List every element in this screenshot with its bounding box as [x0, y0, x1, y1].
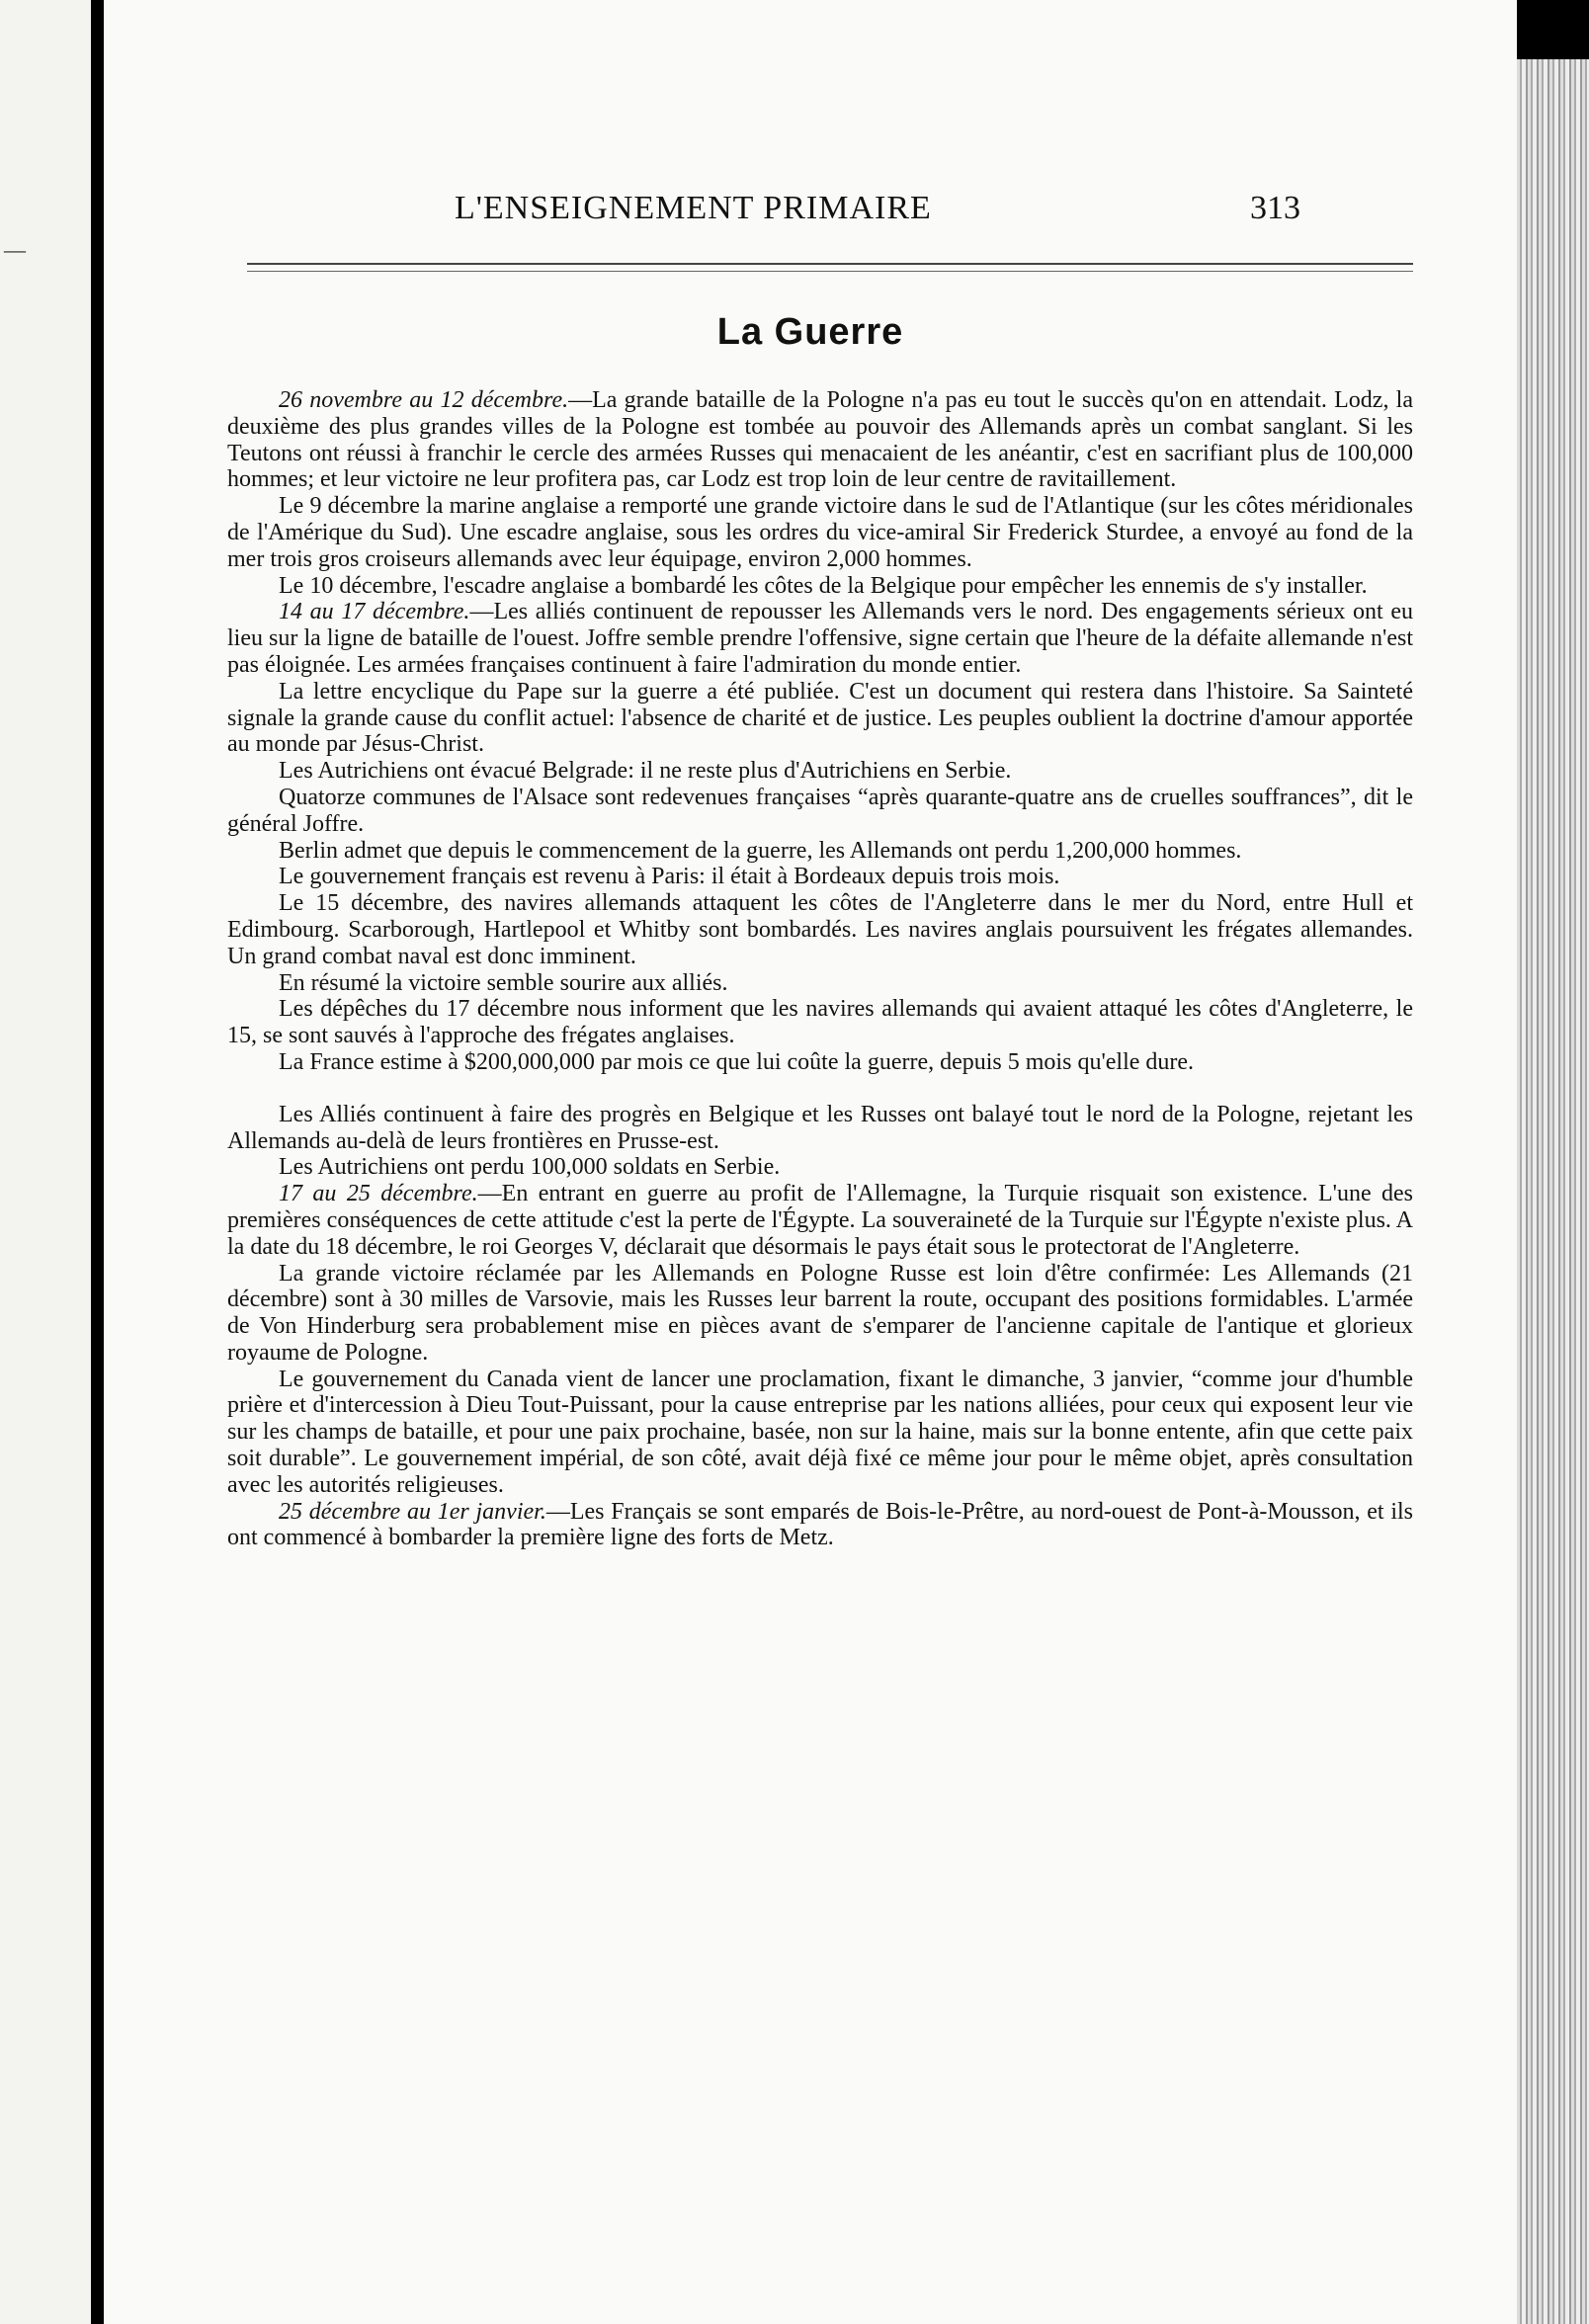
- header-rule: [247, 263, 1413, 272]
- paragraph-text: —Les alliés continuent de repousser les Allemands vers le nord. Des engagements sérieux ont eu lieu sur la ligne de bataille de l'ouest. Joffre semble prendre l'offensive, signe certain que l'heure de la défaite allemande n'est pas éloignée. Les armées françaises continuent à faire l'admiration du monde entier.: [227, 599, 1414, 678]
- paragraph-text: La lettre encyclique du Pape sur la guerre a été publiée. C'est un document qui restera dans l'histoire. Sa Sainteté signale la grande cause du conflit actuel: l'absence de charité et de justice. Les peuples oublient la doctrine d'amour apportée au monde par Jésus-Christ.: [227, 678, 1413, 758]
- paragraph-date: 25 décembre au 1er janvier.: [279, 1498, 546, 1525]
- book-page-edges: [1517, 59, 1589, 2324]
- paragraph-text: Les Autrichiens ont perdu 100,000 soldats en Serbie.: [279, 1154, 781, 1181]
- paragraph-date: 17 au 25 décembre.: [279, 1181, 478, 1207]
- paragraph-text: Berlin admet que depuis le commencement de la guerre, les Allemands ont perdu 1,200,000 hommes.: [279, 837, 1242, 864]
- paragraph: [227, 1181, 1413, 1260]
- article-title: La Guerre: [716, 311, 904, 353]
- paragraph: [227, 785, 1413, 838]
- paragraph-text: Les Autrichiens ont évacué Belgrade: il ne reste plus d'Autrichiens en Serbie.: [279, 758, 1012, 785]
- paragraph-text: Les dépêches du 17 décembre nous informent que les navires allemands qui avaient attaqué les côtes d'Angleterre, le 15, se sont sauvés à l'approche des frégates anglaises.: [227, 996, 1413, 1049]
- paragraph-date: 14 au 17 décembre.: [279, 599, 470, 625]
- running-title: L'ENSEIGNEMENT PRIMAIRE: [455, 190, 932, 226]
- paragraph: [227, 1367, 1413, 1499]
- paragraph-text: Le 15 décembre, des navires allemands attaquent les côtes de l'Angleterre dans le mer du Nord, entre Hull et Edimbourg. Scarborough, Hartlepool et Whitby sont bombardés. Les navires anglais poursuivent les frégates allemandes. Un grand combat naval est donc imminent.: [227, 890, 1413, 969]
- paragraph-text: En résumé la victoire semble sourire aux alliés.: [279, 969, 728, 996]
- paragraph-text: Le 9 décembre la marine anglaise a remporté une grande victoire dans le sud de l'Atlantique (sur les côtes méridionales de l'Amérique du Sud). Une escadre anglaise, sous les ordres du vice-amiral Sir Frederick Sturdee, a envoyé au fond de la mer trois gros croiseurs allemands avec leur équipage, environ 2,000 hommes.: [227, 493, 1413, 572]
- paragraph: [227, 1102, 1413, 1155]
- paragraph: [227, 387, 1413, 493]
- paragraph-text: —Les Français se sont emparés de Bois-le-Prêtre, au nord-ouest de Pont-à-Mousson, et ils ont commencé à bombarder la première ligne des forts de Metz.: [227, 1498, 1413, 1551]
- paragraph: [227, 1154, 1413, 1181]
- paragraph: [227, 838, 1413, 865]
- paragraph-text: Le gouvernement français est revenu à Paris: il était à Bordeaux depuis trois mois.: [279, 864, 1060, 890]
- article-body: [227, 387, 1413, 1551]
- paragraph: [227, 970, 1413, 997]
- paragraph: [227, 1499, 1413, 1552]
- paragraph-text: La France estime à $200,000,000 par mois ce que lui coûte la guerre, depuis 5 mois qu'elle dure.: [279, 1048, 1195, 1075]
- page: [104, 0, 1517, 2324]
- paragraph: [227, 493, 1413, 572]
- paragraph-text: Le gouvernement du Canada vient de lancer une proclamation, fixant le dimanche, 3 janvier, “comme jour d'humble prière et d'intercession à Dieu Tout-Puissant, pour la cause entreprise par les nations alliées, pour ceux qui exposent leur vie sur les champs de bataille, et pour une paix prochaine, basée, non sur la haine, mais sur la bonne entente, afin que cette paix soit durable”. Le gouvernement impérial, de son côté, avait déjà fixé ce même jour pour le même objet, après consultation avec les autorités religieuses.: [227, 1366, 1413, 1498]
- paragraph: [227, 890, 1413, 969]
- paragraph-date: 26 novembre au 12 décembre.: [279, 387, 569, 413]
- paragraph: [227, 758, 1413, 785]
- page-number: 313: [1250, 190, 1300, 226]
- paragraph: [227, 679, 1413, 758]
- facing-page-edge: [0, 0, 91, 2324]
- paragraph-text: Quatorze communes de l'Alsace sont redevenues françaises “après quarante-quatre ans de cruelles souffrances”, dit le général Joffre.: [227, 784, 1413, 837]
- paragraph-text: —En entrant en guerre au profit de l'Allemagne, la Turquie risquait son existence. L'une des premières conséquences de cette attitude c'est la perte de l'Égypte. La souveraineté de la Turquie sur l'Égypte n'existe plus. A la date du 18 décembre, le roi Georges V, déclarait que désormais le pays était sous le protectorat de l'Angleterre.: [227, 1181, 1414, 1260]
- paragraph: [227, 1261, 1413, 1367]
- paragraph-text: —La grande bataille de la Pologne n'a pas eu tout le succès qu'on en attendait. Lodz, la deuxième des plus grandes villes de la Pologne est tombée au pouvoir des Allemands après un combat sanglant. Si les Teutons ont réussi à franchir le cercle des armées Russes qui menacaient de les anéantir, c'est en sacrifiant plus de 100,000 hommes; et leur victoire ne leur profitera pas, car Lodz est trop loin de leur centre de ravitaillement.: [227, 387, 1414, 493]
- paragraph-text: La grande victoire réclamée par les Allemands en Pologne Russe est loin d'être confirmée: Les Allemands (21 décembre) sont à 30 milles de Varsovie, mais les Russes leur barrent la route, occupant des positions formidables. L'armée de Von Hinderburg sera probablement mise en pièces avant de s'emparer de l'ancienne capitale de l'antique et glorieux royaume de Pologne.: [227, 1260, 1413, 1366]
- paragraph: [227, 864, 1413, 890]
- paragraph-text: Les Alliés continuent à faire des progrès en Belgique et les Russes ont balayé tout le nord de la Pologne, rejetant les Allemands au-delà de leurs frontières en Prusse-est.: [227, 1101, 1413, 1154]
- paragraph: [227, 599, 1413, 678]
- facing-page-fragment: —: [4, 237, 26, 262]
- paragraph-text: Le 10 décembre, l'escadre anglaise a bombardé les côtes de la Belgique pour empêcher les ennemis de s'y installer.: [279, 572, 1368, 599]
- paragraph: [227, 1049, 1413, 1076]
- paragraph: [227, 996, 1413, 1049]
- paragraph: [227, 573, 1413, 600]
